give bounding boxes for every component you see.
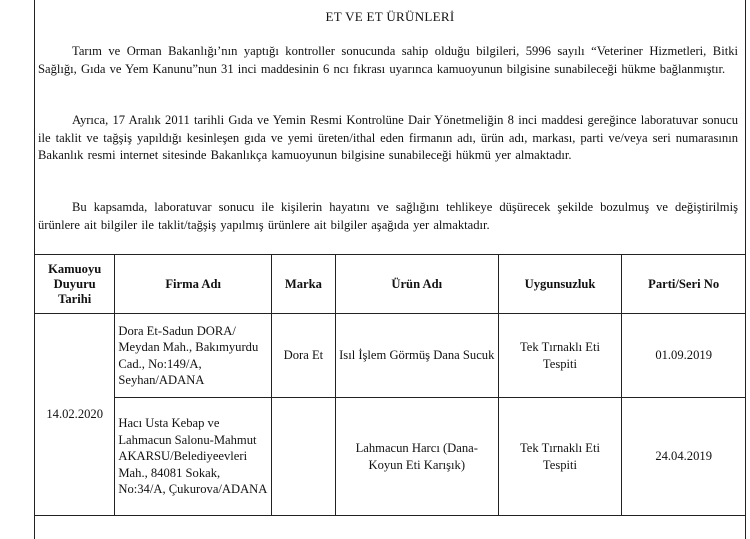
adulteration-table [34, 254, 746, 516]
lot-number-cell: 24.04.2019 [622, 398, 746, 516]
header-lot-number: Parti/Seri No [622, 255, 746, 314]
nonconformity-cell: Tek Tırnaklı Eti Tespiti [498, 314, 622, 398]
paragraph-legal-basis: Tarım ve Orman Bakanlığı’nın yaptığı kontroller sonucunda sahip olduğu bilgileri, 5996 sayılı “Veteriner Hizmetleri, Bitki Sağlığı, Gıda ve Yem Kanunu”nun 31 inci maddesinin 6 ncı fıkrası uyarınca kamuoyunun bilgisine sunabileceği hükme bağlanmıştır. [38, 44, 738, 76]
product-name-cell: Lahmacun Harcı (Dana-Koyun Eti Karışık) [335, 398, 498, 516]
announcement-date-cell: 14.02.2020 [35, 314, 115, 516]
header-brand: Marka [271, 255, 335, 314]
document-title: ET VE ET ÜRÜNLERİ [325, 9, 455, 24]
header-announcement-date: Kamuoyu Duyuru Tarihi [35, 255, 115, 314]
paragraph-scope: Bu kapsamda, laboratuvar sonucu ile kişilerin hayatını ve sağlığını tehlikeye düşürecek şekilde bozulmuş ve değiştirilmiş ürünlere ait bilgiler ile taklit/tağşiş yapılmış ürünlere ait bilgiler aşağıda yer almaktadır. [38, 200, 738, 232]
table-row [35, 398, 746, 516]
nonconformity-cell: Tek Tırnaklı Eti Tespiti [498, 398, 622, 516]
header-nonconformity: Uygunsuzluk [498, 255, 622, 314]
firm-name-cell: Hacı Usta Kebap ve Lahmacun Salonu-Mahmut AKARSU/Belediyeevleri Mah., 84081 Sokak, No:34/A, Çukurova/ADANA [115, 398, 272, 516]
product-name-cell: Isıl İşlem Görmüş Dana Sucuk [335, 314, 498, 398]
header-product-name: Ürün Adı [335, 255, 498, 314]
paragraph-regulation: Ayrıca, 17 Aralık 2011 tarihli Gıda ve Yemin Resmi Kontrolüne Dair Yönetmeliğin 8 inci maddesi gereğince laboratuvar sonucu ile taklit ve tağşiş yapıldığı kesinleşen gıda ve yemi üreten/ithal eden firmanın adı, ürün adı, markası, parti ve/veya seri numarasının Bakanlık resmi internet sitesinde Bakanlıkça kamuoyunun bilgisine sunabileceği hükmü yer almaktadır. [38, 113, 738, 162]
brand-cell: Dora Et [271, 314, 335, 398]
brand-cell [271, 398, 335, 516]
firm-name-cell: Dora Et-Sadun DORA/ Meydan Mah., Bakımyurdu Cad., No:149/A, Seyhan/ADANA [115, 314, 272, 398]
lot-number-cell: 01.09.2019 [622, 314, 746, 398]
table-header-row [35, 255, 746, 314]
table-row [35, 314, 746, 398]
header-firm-name: Firma Adı [115, 255, 272, 314]
